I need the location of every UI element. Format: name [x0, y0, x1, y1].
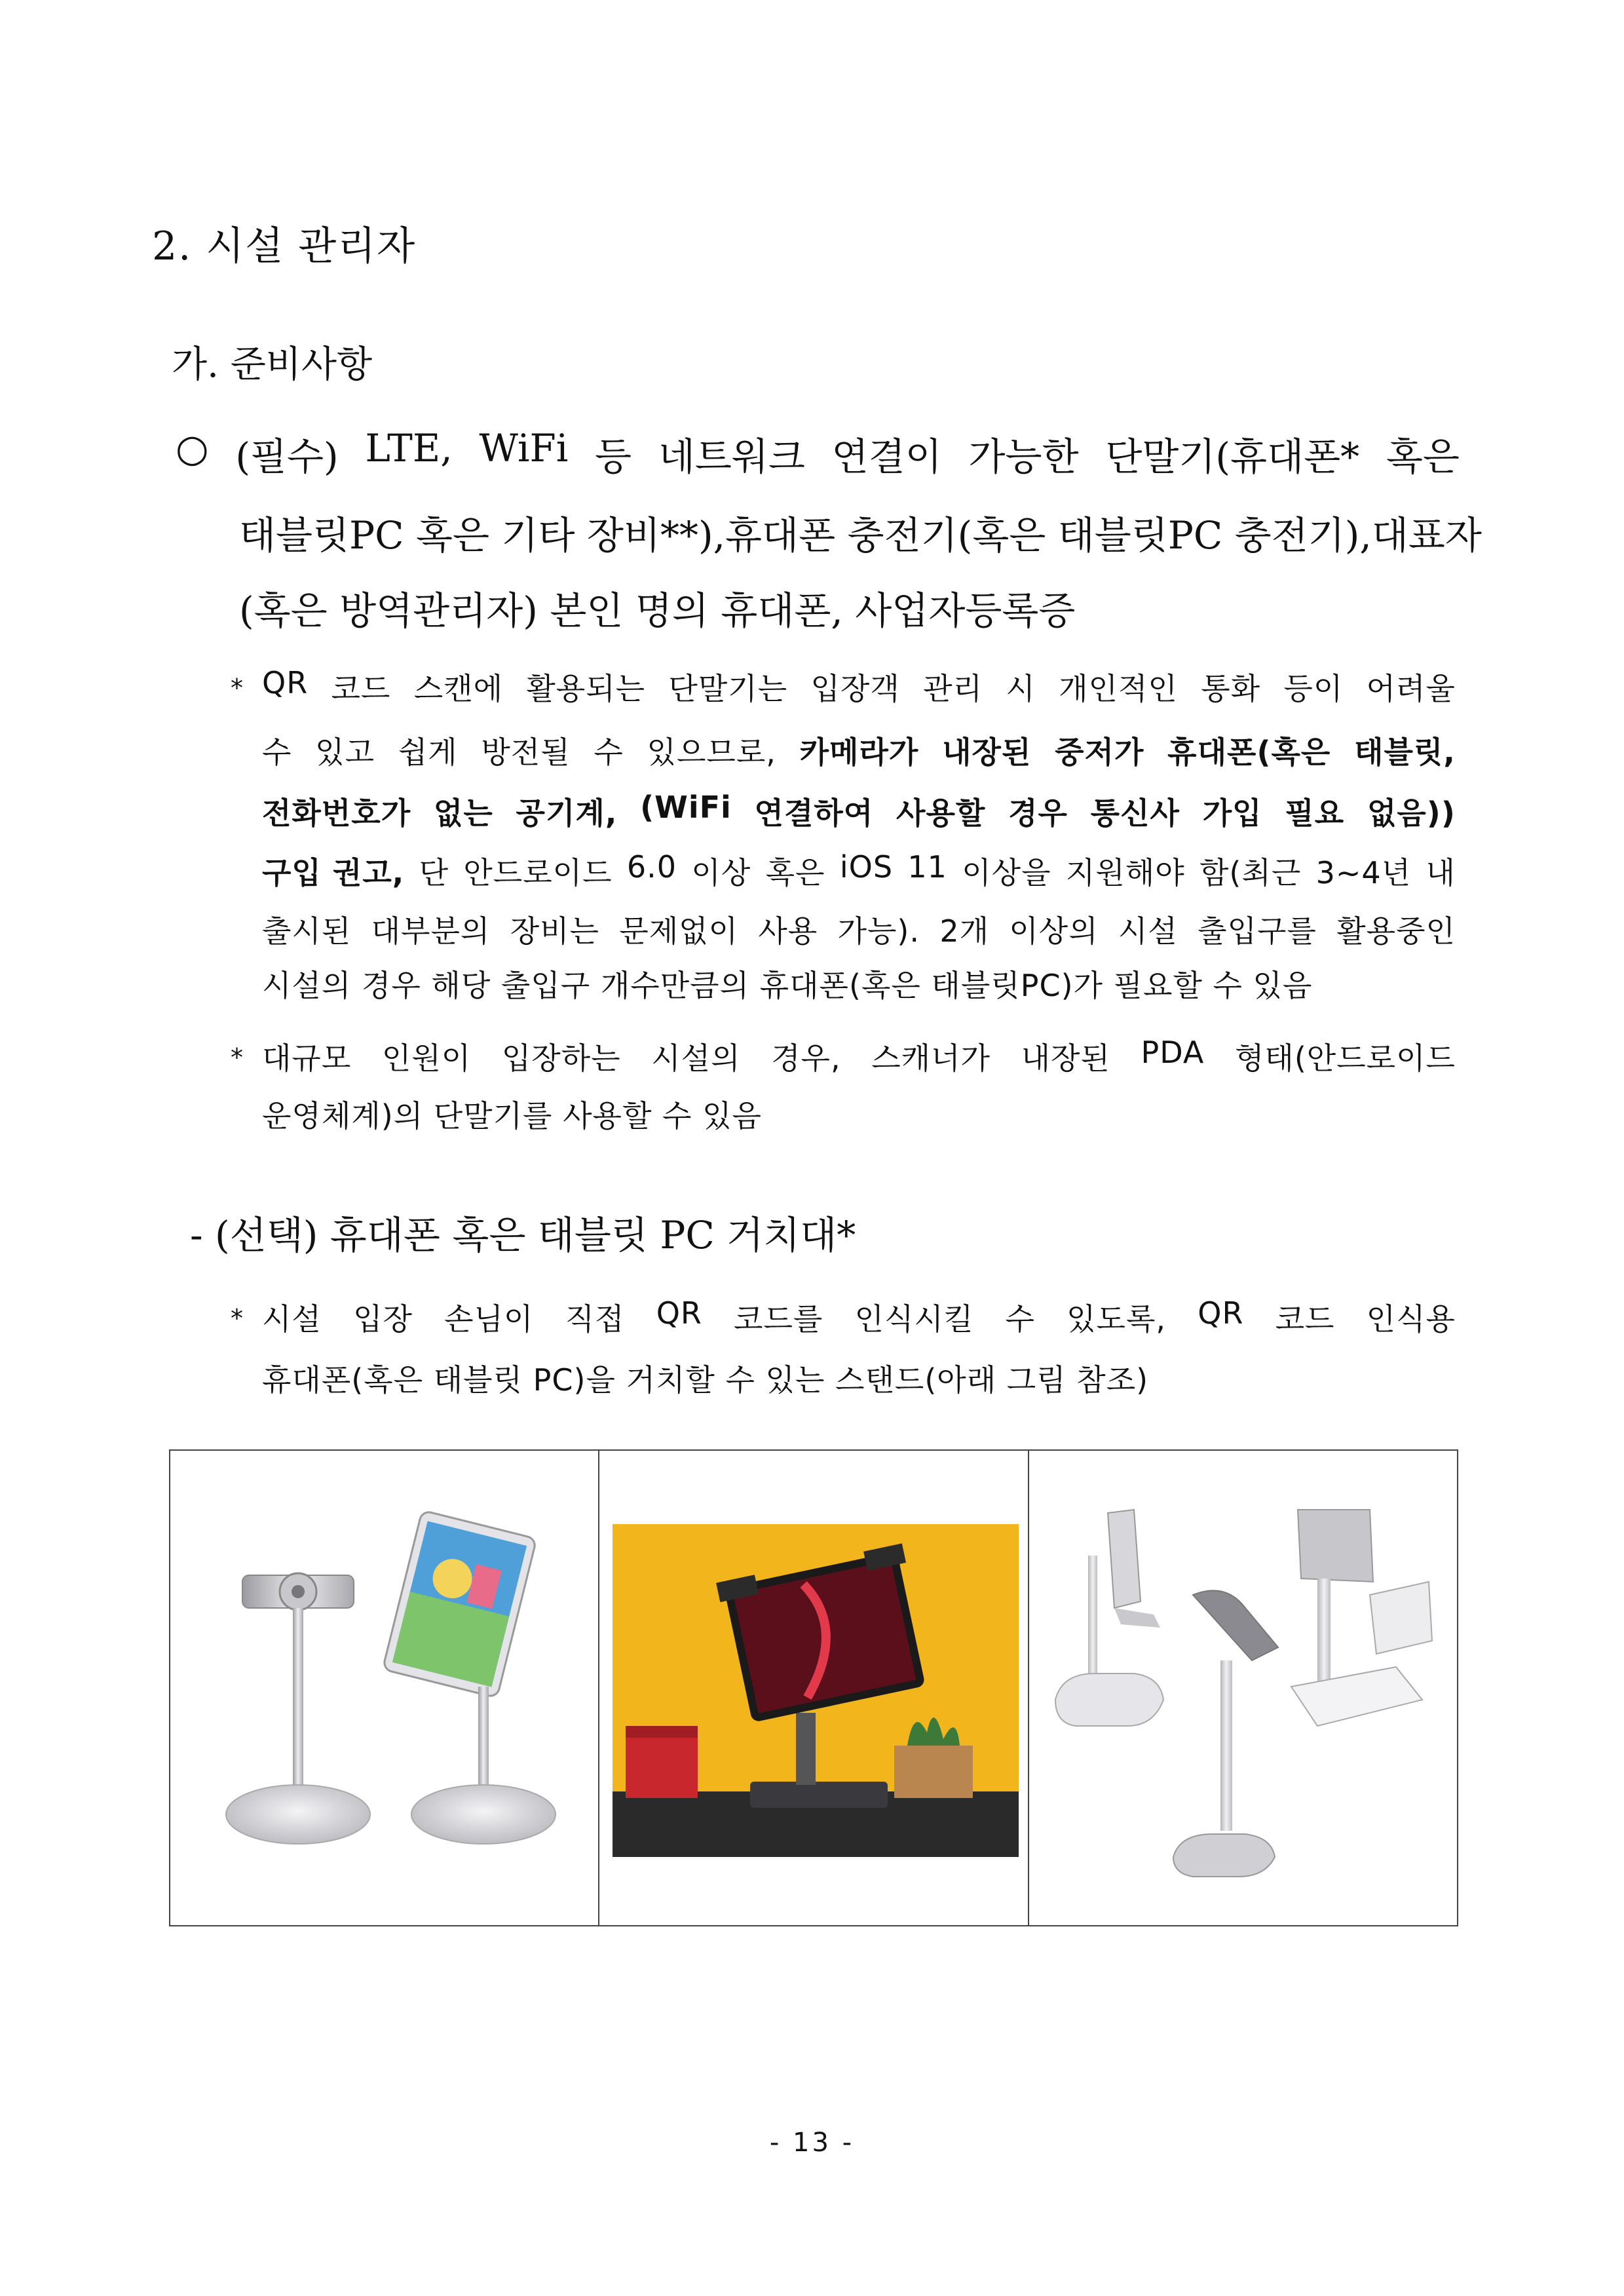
text-run: QR — [262, 665, 309, 700]
text-run: 2개 — [939, 913, 990, 949]
text-run-bold: 내장된 — [942, 735, 1032, 770]
text-run: 이상을 — [962, 855, 1051, 890]
text-run: 태블릿PC 혹은 기타 장비**), — [239, 513, 726, 558]
text-run: 관리 — [923, 671, 983, 706]
text-run: 가능). — [837, 913, 920, 949]
text-run: 문제없이 — [619, 913, 739, 949]
subsection-heading: 가. 준비사항 — [172, 343, 373, 386]
text-run-bold: 필요 — [1285, 795, 1345, 831]
text-run: 이상 — [691, 855, 751, 890]
text-run: 수 — [594, 735, 624, 770]
text-run: 스캐너가 — [871, 1041, 991, 1076]
text-run: 직접 — [565, 1301, 625, 1337]
text-run: WiFi — [479, 426, 569, 470]
text-run: 안드로이드 — [463, 855, 613, 890]
note-star: * — [231, 1304, 243, 1333]
text-run: 있고 — [315, 735, 375, 770]
text-run: 휴대폰 충전기(혹은 태블릿PC 충전기), — [725, 513, 1372, 558]
text-run: QR — [1198, 1295, 1244, 1331]
text-run: 내장된 — [1021, 1041, 1110, 1076]
note-star: * — [231, 1043, 243, 1072]
text-run: 입장 — [353, 1301, 413, 1337]
text-run: 활용되는 — [526, 671, 646, 706]
text-run: 통화 — [1201, 671, 1261, 706]
required-item-line-3: (혹은 방역관리자) 본인 명의 휴대폰, 사업자등록증 — [239, 588, 1076, 633]
text-run: 활용중인 — [1336, 913, 1456, 949]
text-run-bold: 공기계, — [516, 795, 618, 831]
text-run: PDA — [1141, 1035, 1205, 1070]
text-run: 3~4년 — [1315, 855, 1412, 890]
text-run: 시설 — [262, 1301, 322, 1337]
page-number: - 13 - — [769, 2128, 855, 2158]
text-run: 6.0 — [626, 849, 677, 885]
stand-image-table — [169, 1449, 1458, 1926]
text-run-bold: (WiFi — [640, 790, 732, 825]
image-cell-3 — [1029, 1451, 1457, 1925]
text-run: 단 — [419, 855, 449, 890]
text-run: 함(최근 — [1199, 855, 1302, 890]
text-run: 단말기(휴대폰* — [1105, 434, 1360, 479]
tablet-on-stand-yellow-background-photo — [599, 1451, 1029, 1925]
note1-line-3 — [262, 790, 1456, 833]
text-run-bold: 사용할 — [896, 795, 986, 831]
text-run: 대규모 — [262, 1041, 352, 1076]
text-run: 이상의 — [1009, 913, 1099, 949]
text-run: 인식시킬 — [854, 1301, 974, 1337]
text-run: 출입구를 — [1198, 913, 1317, 949]
note-star: * — [231, 674, 243, 702]
text-run-bold: 통신사 — [1090, 795, 1180, 831]
note3-line-2: 휴대폰(혹은 태블릿 PC)을 거치할 수 있는 스탠드(아래 그림 참조) — [262, 1362, 1149, 1398]
text-run: 경우, — [771, 1041, 841, 1076]
note1-line-2 — [262, 729, 1456, 772]
text-run: 인식용 — [1366, 1301, 1456, 1337]
text-run: 시설 — [1118, 913, 1178, 949]
text-run: 대부분의 — [371, 913, 491, 949]
text-run: 등 — [595, 434, 632, 479]
image-cell-2 — [599, 1451, 1029, 1925]
text-run: 시설의 — [651, 1041, 741, 1076]
note1-line-1 — [262, 665, 1456, 708]
note1-line-5 — [262, 908, 1456, 951]
text-run: 대표자 — [1371, 513, 1482, 558]
text-run: 방전될 — [481, 735, 571, 770]
text-run: 네트워크 — [658, 434, 805, 479]
note2-line-1 — [262, 1035, 1456, 1078]
text-run-bold: 카메라가 — [799, 735, 919, 770]
note1-line-6: 시설의 경우 해당 출입구 개수만큼의 휴대폰(혹은 태블릿PC)가 필요할 수 있음 — [262, 968, 1313, 1003]
text-run: 있도록, — [1067, 1301, 1167, 1337]
text-run: 사용 — [758, 913, 818, 949]
note1-line-4 — [262, 849, 1456, 892]
text-run: 11 — [907, 849, 947, 885]
note3-line-1 — [262, 1295, 1456, 1339]
text-run: iOS — [839, 849, 894, 885]
text-run: 가능한 — [968, 434, 1079, 479]
optional-item-line: - (선택) 휴대폰 혹은 태블릿 PC 거치대* — [190, 1213, 856, 1257]
text-run-bold: 휴대폰(혹은 — [1167, 735, 1331, 770]
text-run: 손님이 — [444, 1301, 534, 1337]
text-run: 수 — [262, 735, 292, 770]
text-run: 인원이 — [381, 1041, 472, 1076]
text-run: 있으므로, — [647, 735, 776, 770]
text-run: 코드를 — [734, 1301, 823, 1337]
text-run: 등이 — [1283, 671, 1344, 706]
text-run-bold: 연결하여 — [754, 795, 874, 831]
text-run: 스캔에 — [413, 671, 504, 706]
text-run: 수 — [1005, 1301, 1035, 1337]
text-run: 어려울 — [1366, 671, 1456, 706]
text-run: 쉽게 — [398, 735, 458, 770]
text-run: 출시된 — [262, 913, 352, 949]
text-run: 입장객 — [810, 671, 900, 706]
note2-line-2: 운영체계)의 단말기를 사용할 수 있음 — [262, 1098, 762, 1134]
text-run: 장비는 — [510, 913, 599, 949]
text-run: 내 — [1426, 855, 1456, 890]
text-run: 개인적인 — [1059, 671, 1178, 706]
text-run: 혹은 — [1386, 434, 1460, 479]
text-run-bold: 없음)) — [1367, 795, 1456, 831]
text-run: LTE, — [365, 426, 453, 470]
text-run-bold: 전화번호가 — [262, 795, 411, 831]
adjustable-phone-stands-photo — [1029, 1451, 1457, 1925]
image-cell-1 — [170, 1451, 599, 1925]
text-run: 단말기는 — [668, 671, 788, 706]
text-run: 혹은 — [765, 855, 825, 890]
text-run-bold: 태블릿, — [1354, 735, 1456, 770]
required-item-line-1 — [176, 426, 1460, 481]
text-run: 지원해야 — [1065, 855, 1185, 890]
text-run: 입장하는 — [501, 1041, 621, 1076]
required-item-line-2 — [239, 505, 1482, 560]
text-run: 코드 — [1275, 1301, 1335, 1337]
text-run: 코드 — [331, 671, 391, 706]
text-run-bold: 경우 — [1008, 795, 1068, 831]
text-run-bold: 가입 — [1202, 795, 1262, 831]
bullet-circle: ○ — [176, 426, 209, 470]
text-run: 연결이 — [831, 434, 942, 479]
text-run-bold: 중저가 — [1055, 735, 1144, 770]
text-run: 형태(안드로이드 — [1234, 1041, 1456, 1076]
silver-tablet-stands-photo — [170, 1451, 599, 1925]
section-heading: 2. 시설 관리자 — [152, 223, 417, 269]
text-run-bold: 없는 — [433, 795, 493, 831]
text-run: 시 — [1006, 671, 1036, 706]
text-run: (필수) — [235, 434, 339, 479]
text-run-bold: 구입 권고, — [262, 855, 405, 890]
text-run: QR — [656, 1295, 702, 1331]
